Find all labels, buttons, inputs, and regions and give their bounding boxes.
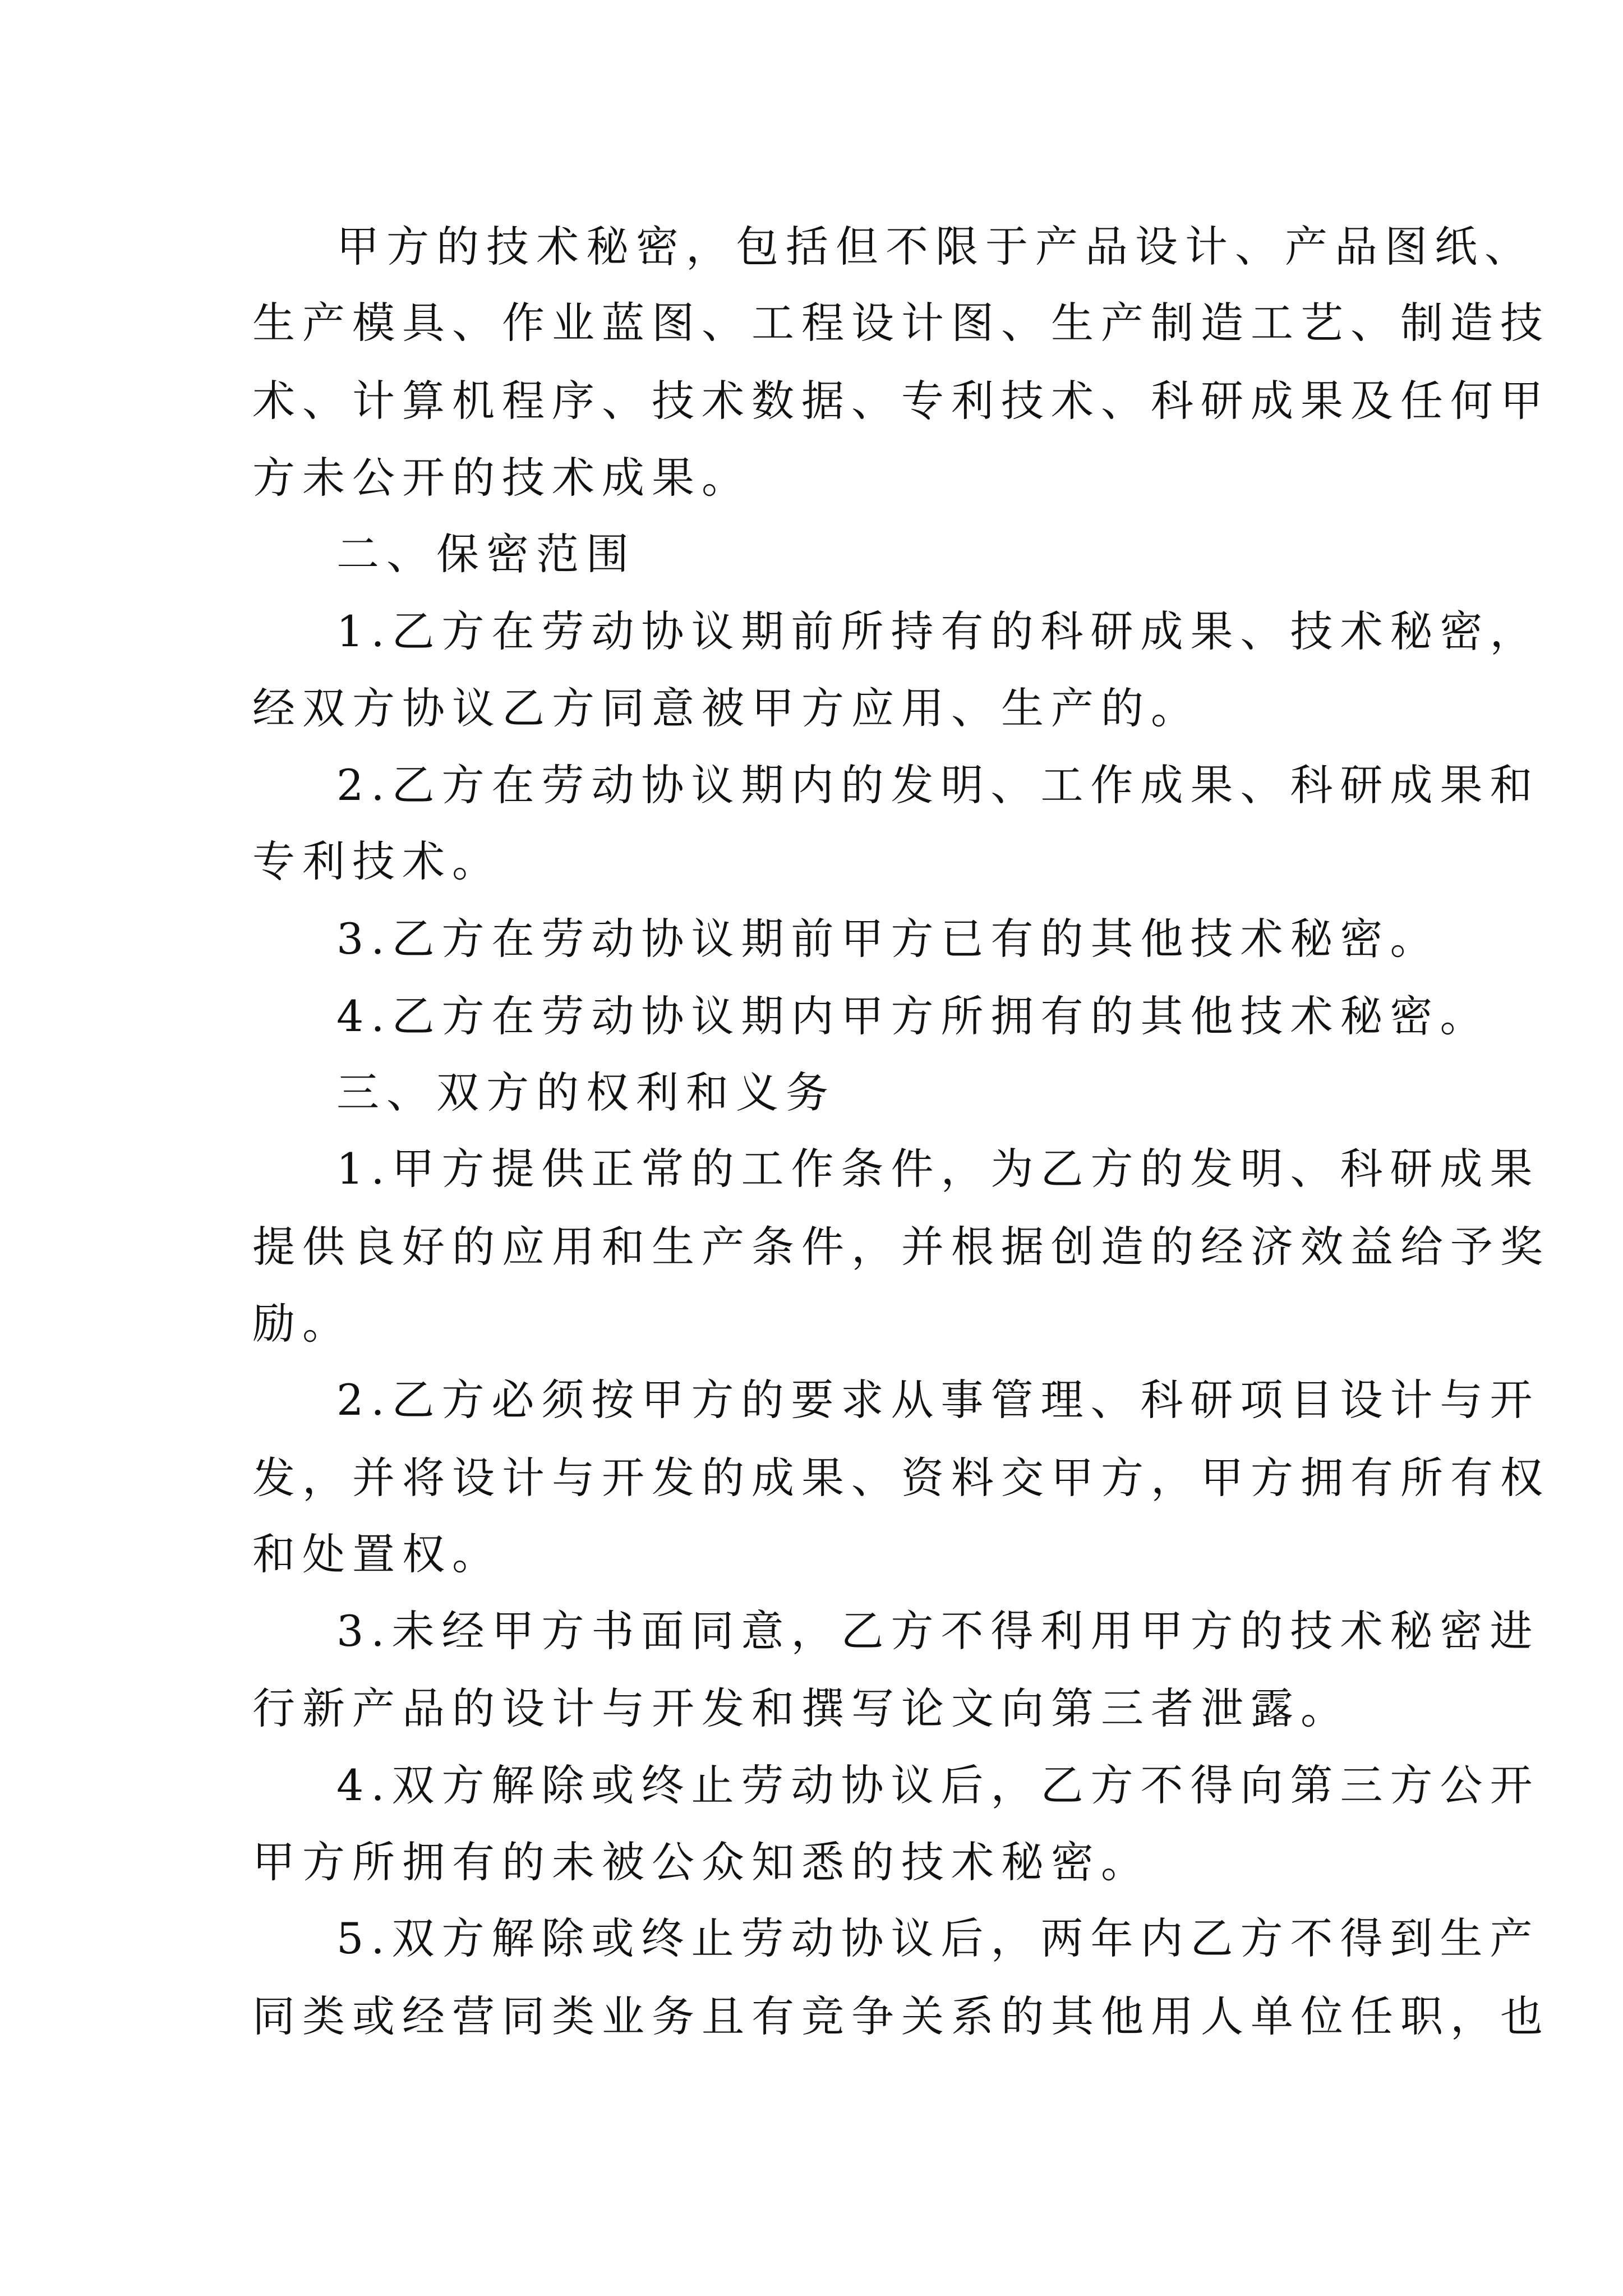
paragraph-line: 经双方协议乙方同意被甲方应用、生产的。 — [252, 683, 1201, 733]
paragraph-line: 3.未经甲方书面同意，乙方不得利用甲方的技术秘密进 — [336, 1606, 1540, 1656]
paragraph-line: 专利技术。 — [252, 836, 502, 886]
paragraph-line: 4.双方解除或终止劳动协议后，乙方不得向第三方公开 — [336, 1760, 1540, 1810]
paragraph-line: 方未公开的技术成果。 — [252, 453, 751, 503]
paragraph-line: 行新产品的设计与开发和撰写论文向第三者泄露。 — [252, 1683, 1350, 1733]
paragraph-line: 1.乙方在劳动协议期前所持有的科研成果、技术秘密， — [336, 606, 1540, 656]
paragraph-line: 发，并将设计与开发的成果、资料交甲方，甲方拥有所有权 — [252, 1453, 1550, 1503]
paragraph-line: 1.甲方提供正常的工作条件，为乙方的发明、科研成果 — [336, 1144, 1540, 1194]
paragraph-line: 和处置权。 — [252, 1529, 502, 1579]
paragraph-line: 3.乙方在劳动协议期前甲方已有的其他技术秘密。 — [336, 914, 1440, 964]
paragraph-line: 同类或经营同类业务且有竞争关系的其他用人单位任职，也 — [252, 1991, 1550, 2041]
paragraph-line: 5.双方解除或终止劳动协议后，两年内乙方不得到生产 — [336, 1913, 1540, 1963]
paragraph-line: 术、计算机程序、技术数据、专利技术、科研成果及任何甲 — [252, 376, 1550, 426]
paragraph-line: 生产模具、作业蓝图、工程设计图、生产制造工艺、制造技 — [252, 298, 1550, 348]
paragraph-line: 励。 — [252, 1299, 352, 1349]
paragraph-line: 4.乙方在劳动协议期内甲方所拥有的其他技术秘密。 — [336, 991, 1490, 1041]
paragraph-line: 2.乙方在劳动协议期内的发明、工作成果、科研成果和 — [336, 760, 1540, 810]
section-heading: 二、保密范围 — [336, 529, 636, 579]
paragraph-line: 甲方所拥有的未被公众知悉的技术秘密。 — [252, 1837, 1151, 1887]
paragraph-line: 甲方的技术秘密，包括但不限于产品设计、产品图纸、 — [336, 222, 1534, 272]
section-heading: 三、双方的权利和义务 — [336, 1068, 836, 1117]
paragraph-line: 提供良好的应用和生产条件，并根据创造的经济效益给予奖 — [252, 1222, 1550, 1272]
paragraph-line: 2.乙方必须按甲方的要求从事管理、科研项目设计与开 — [336, 1375, 1540, 1425]
